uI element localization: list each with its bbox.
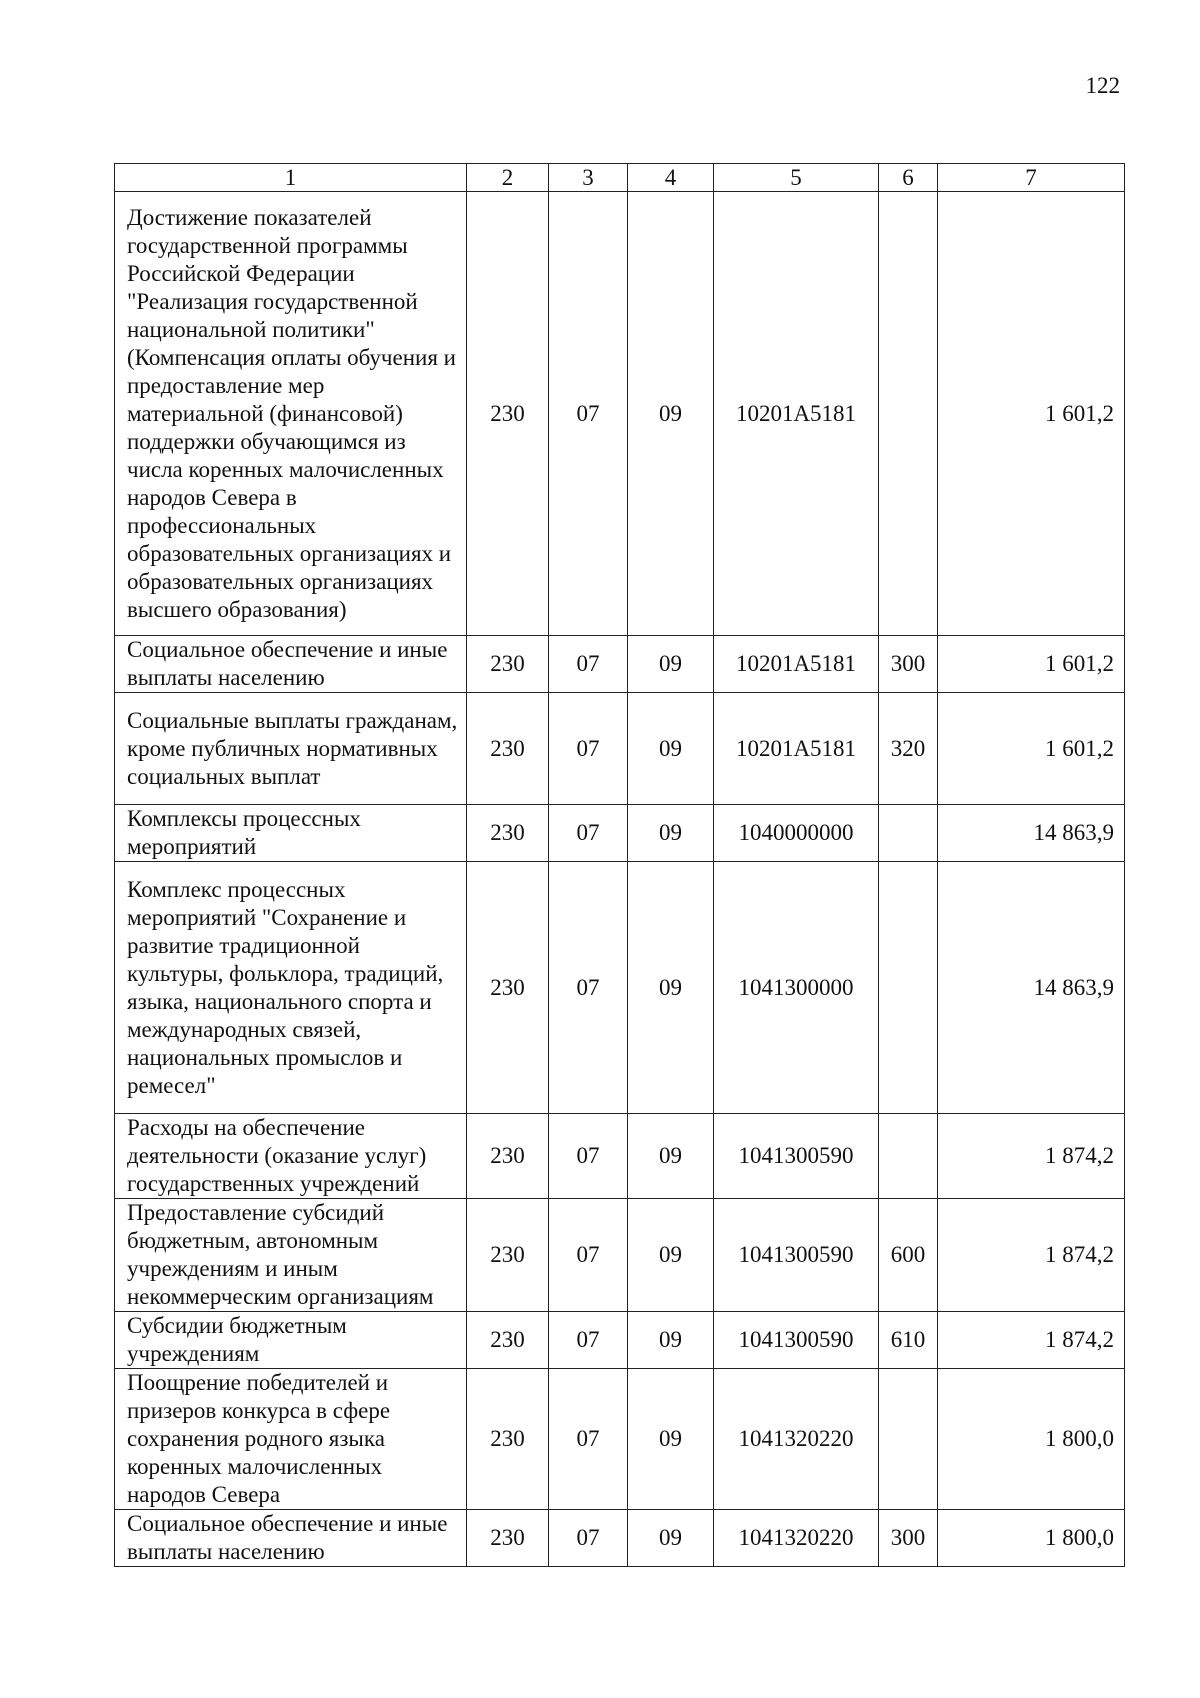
target-article-cell: 1041300590 xyxy=(714,1312,879,1369)
ministry-code-cell: 230 xyxy=(467,862,549,1114)
table-row xyxy=(115,693,1125,805)
column-number-6: 6 xyxy=(879,164,938,192)
target-article-cell: 1041320220 xyxy=(714,1369,879,1510)
ministry-code-cell: 230 xyxy=(467,1312,549,1369)
amount-cell: 1 874,2 xyxy=(938,1199,1125,1312)
table-row xyxy=(115,1312,1125,1369)
ministry-code-cell: 230 xyxy=(467,636,549,693)
subsection-code-cell: 09 xyxy=(628,636,714,693)
amount-cell: 1 874,2 xyxy=(938,1312,1125,1369)
expense-type-cell xyxy=(879,862,938,1114)
table-row xyxy=(115,1114,1125,1199)
target-article-cell: 10201А5181 xyxy=(714,636,879,693)
expense-type-cell xyxy=(879,192,938,636)
row-name-cell: Социальное обеспечение и иные выплаты населению xyxy=(115,636,467,693)
subsection-code-cell: 09 xyxy=(628,1199,714,1312)
section-code-cell: 07 xyxy=(549,1510,628,1567)
row-name-cell: Поощрение победителей и призеров конкурса в сфере сохранения родного языка коренных малочисленных народов Севера xyxy=(115,1369,467,1510)
row-name-cell: Достижение показателей государственной программы Российской Федерации "Реализация государственной национальной политики" (Компенсация оплаты обучения и предоставление мер материальной (финансовой) поддержки обучающимся из числа коренных малочисленных народов Севера в профессиональных образовательных организациях и образовательных организациях высшего образования) xyxy=(115,192,467,636)
amount-cell: 1 601,2 xyxy=(938,192,1125,636)
table-row xyxy=(115,805,1125,862)
amount-cell: 1 800,0 xyxy=(938,1369,1125,1510)
amount-cell: 1 874,2 xyxy=(938,1114,1125,1199)
subsection-code-cell: 09 xyxy=(628,1369,714,1510)
budget-table xyxy=(114,163,1125,1567)
ministry-code-cell: 230 xyxy=(467,1199,549,1312)
expense-type-cell: 600 xyxy=(879,1199,938,1312)
row-name-cell: Предоставление субсидий бюджетным, автономным учреждениям и иным некоммерческим организациям xyxy=(115,1199,467,1312)
table-row xyxy=(115,192,1125,636)
subsection-code-cell: 09 xyxy=(628,1312,714,1369)
table-row xyxy=(115,1510,1125,1567)
amount-cell: 1 601,2 xyxy=(938,693,1125,805)
subsection-code-cell: 09 xyxy=(628,1114,714,1199)
ministry-code-cell: 230 xyxy=(467,693,549,805)
page-number: 122 xyxy=(1085,73,1120,98)
column-number-2: 2 xyxy=(467,164,549,192)
row-name-cell: Комплексы процессных мероприятий xyxy=(115,805,467,862)
subsection-code-cell: 09 xyxy=(628,805,714,862)
section-code-cell: 07 xyxy=(549,1312,628,1369)
row-name-cell: Расходы на обеспечение деятельности (оказание услуг) государственных учреждений xyxy=(115,1114,467,1199)
target-article-cell: 10201А5181 xyxy=(714,192,879,636)
table-row xyxy=(115,862,1125,1114)
amount-cell: 1 601,2 xyxy=(938,636,1125,693)
ministry-code-cell: 230 xyxy=(467,1510,549,1567)
row-name-cell: Комплекс процессных мероприятий "Сохранение и развитие традиционной культуры, фольклора, традиций, языка, национального спорта и международных связей, национальных промыслов и ремесел" xyxy=(115,862,467,1114)
ministry-code-cell: 230 xyxy=(467,1369,549,1510)
column-number-4: 4 xyxy=(628,164,714,192)
column-number-1: 1 xyxy=(115,164,467,192)
row-name-cell: Субсидии бюджетным учреждениям xyxy=(115,1312,467,1369)
subsection-code-cell: 09 xyxy=(628,693,714,805)
ministry-code-cell: 230 xyxy=(467,1114,549,1199)
amount-cell: 1 800,0 xyxy=(938,1510,1125,1567)
section-code-cell: 07 xyxy=(549,1369,628,1510)
subsection-code-cell: 09 xyxy=(628,1510,714,1567)
target-article-cell: 1041300590 xyxy=(714,1114,879,1199)
section-code-cell: 07 xyxy=(549,805,628,862)
section-code-cell: 07 xyxy=(549,1114,628,1199)
ministry-code-cell: 230 xyxy=(467,192,549,636)
table-row xyxy=(115,636,1125,693)
column-number-3: 3 xyxy=(549,164,628,192)
subsection-code-cell: 09 xyxy=(628,192,714,636)
target-article-cell: 10201А5181 xyxy=(714,693,879,805)
section-code-cell: 07 xyxy=(549,1199,628,1312)
target-article-cell: 1041300590 xyxy=(714,1199,879,1312)
expense-type-cell xyxy=(879,805,938,862)
table-row xyxy=(115,1369,1125,1510)
expense-type-cell: 320 xyxy=(879,693,938,805)
target-article-cell: 1040000000 xyxy=(714,805,879,862)
expense-type-cell: 300 xyxy=(879,636,938,693)
section-code-cell: 07 xyxy=(549,693,628,805)
expense-type-cell xyxy=(879,1114,938,1199)
row-name-cell: Социальное обеспечение и иные выплаты населению xyxy=(115,1510,467,1567)
row-name-cell: Социальные выплаты гражданам, кроме публичных нормативных социальных выплат xyxy=(115,693,467,805)
column-number-7: 7 xyxy=(938,164,1125,192)
section-code-cell: 07 xyxy=(549,192,628,636)
target-article-cell: 1041300000 xyxy=(714,862,879,1114)
expense-type-cell: 610 xyxy=(879,1312,938,1369)
target-article-cell: 1041320220 xyxy=(714,1510,879,1567)
column-number-5: 5 xyxy=(714,164,879,192)
table-row xyxy=(115,1199,1125,1312)
table-header-row xyxy=(115,164,1125,192)
section-code-cell: 07 xyxy=(549,862,628,1114)
subsection-code-cell: 09 xyxy=(628,862,714,1114)
expense-type-cell xyxy=(879,1369,938,1510)
expense-type-cell: 300 xyxy=(879,1510,938,1567)
ministry-code-cell: 230 xyxy=(467,805,549,862)
amount-cell: 14 863,9 xyxy=(938,805,1125,862)
amount-cell: 14 863,9 xyxy=(938,862,1125,1114)
section-code-cell: 07 xyxy=(549,636,628,693)
